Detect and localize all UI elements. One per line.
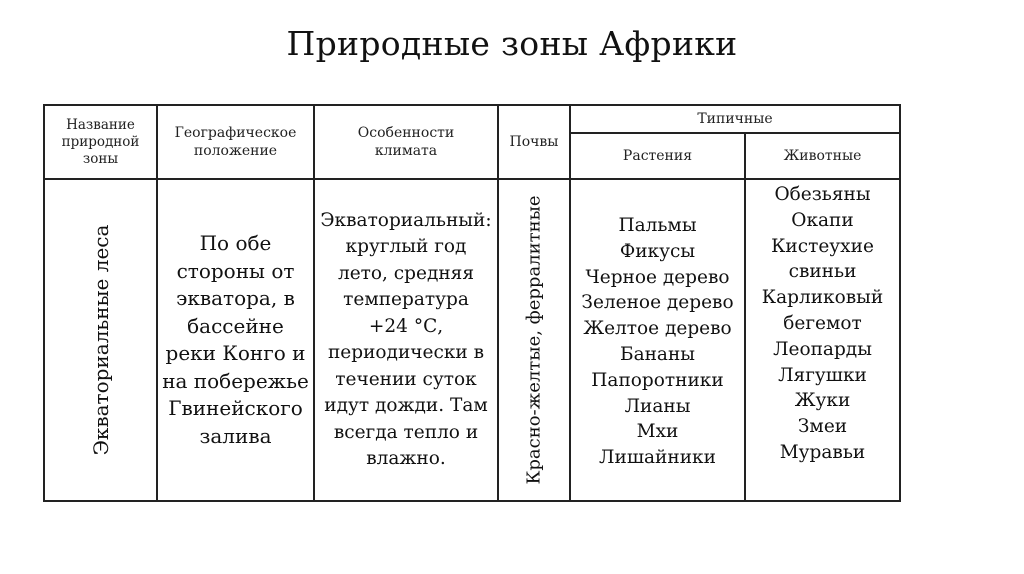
cell-geo-position: По обе стороны от экватора, в бассейне реки Конго и на побережье Гвинейского залива xyxy=(157,179,314,501)
natural-zones-table xyxy=(43,104,901,502)
page-title: Природные зоны Африки xyxy=(286,24,738,63)
header-animals: Животные xyxy=(745,133,900,179)
cell-plants: Пальмы Фикусы Черное дерево Зеленое дерево Желтое дерево Бананы Папоротники Лианы Мхи Лишайники xyxy=(570,179,745,501)
header-plants: Растения xyxy=(570,133,745,179)
cell-climate: Экваториальный: круглый год лето, средняя температура +24 °С, периодически в течении суток идут дожди. Там всегда тепло и влажно. xyxy=(314,179,498,501)
soils-text: Красно-желтые, ферралитные xyxy=(523,195,545,485)
header-geo-position: Географическое положение xyxy=(157,105,314,179)
header-climate: Особенности климата xyxy=(314,105,498,179)
header-zone-name: Название природной зоны xyxy=(44,105,157,179)
cell-zone-name xyxy=(44,179,157,501)
zone-name-text: Экваториальные леса xyxy=(88,224,113,456)
header-typical: Типичные xyxy=(570,105,900,133)
table-row xyxy=(44,179,900,501)
cell-animals: Обезьяны Окапи Кистеухие свиньи Карликовый бегемот Леопарды Лягушки Жуки Змеи Муравьи xyxy=(745,179,900,501)
header-soils: Почвы xyxy=(498,105,570,179)
cell-soils xyxy=(498,179,570,501)
